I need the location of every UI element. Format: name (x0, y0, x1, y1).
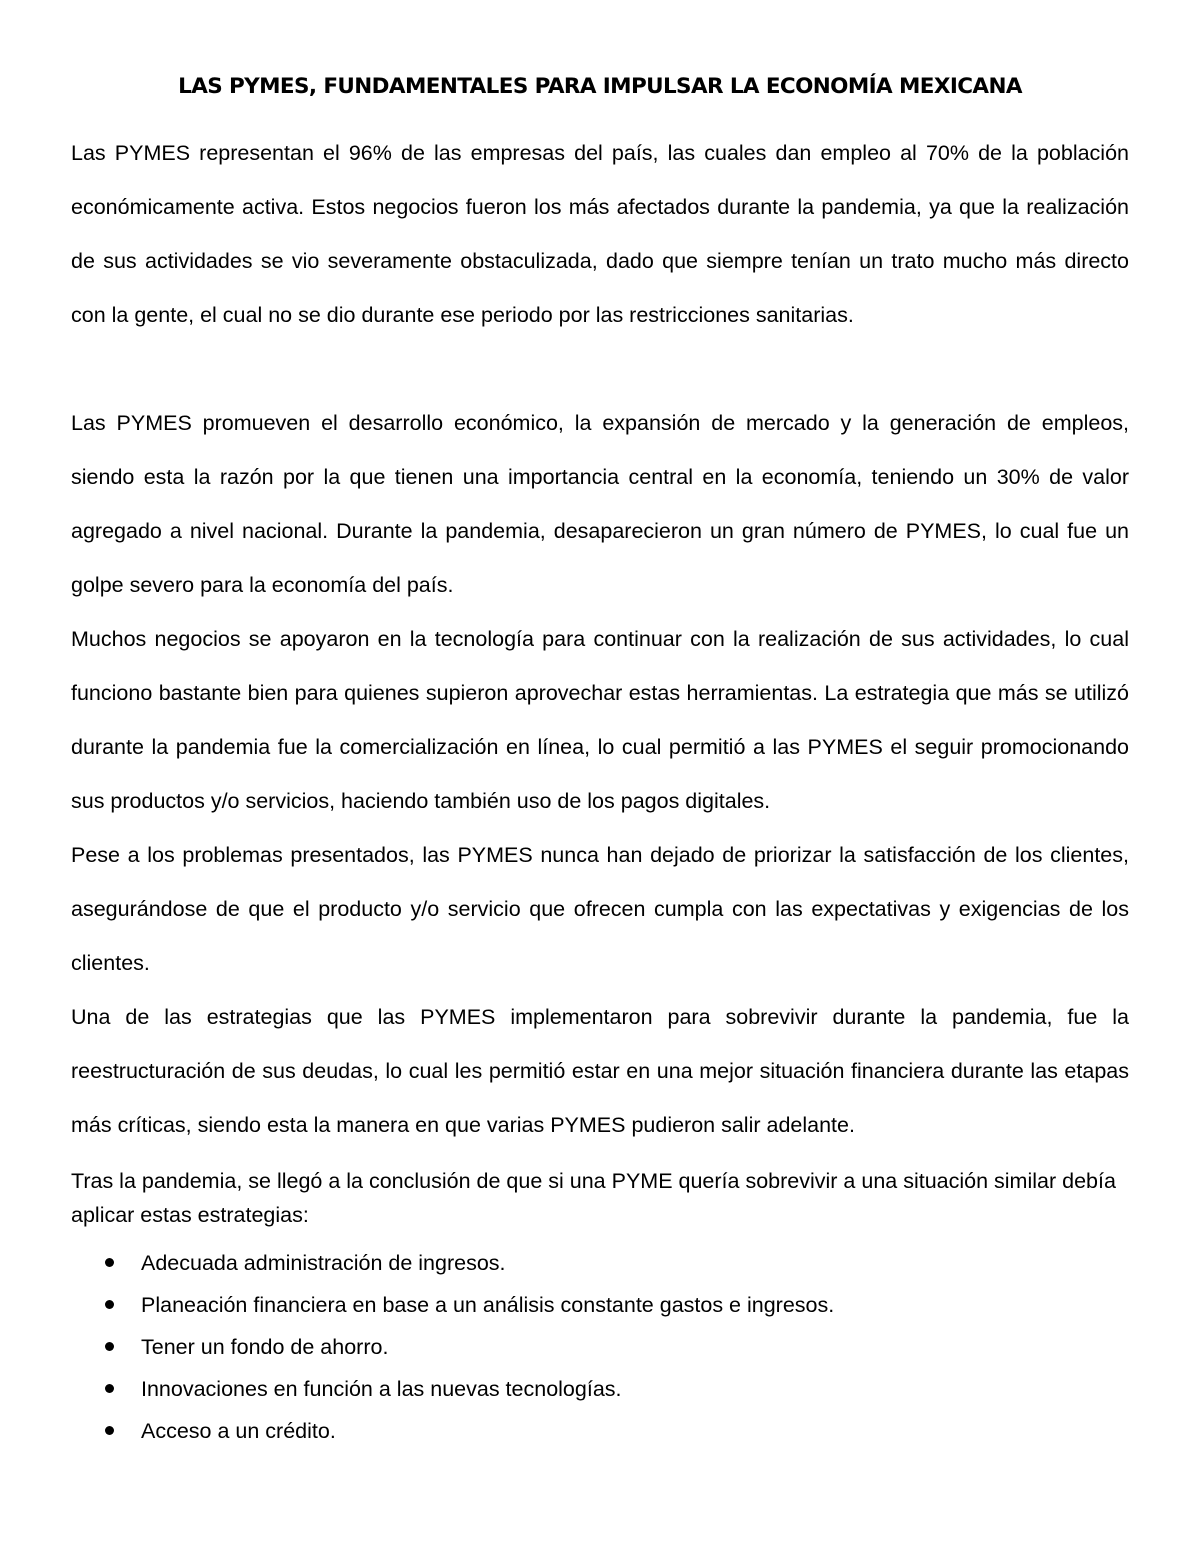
list-item-text: Innovaciones en función a las nuevas tecnologías. (141, 1377, 622, 1401)
list-item (71, 1416, 1129, 1458)
paragraph-intro-list: Tras la pandemia, se llegó a la conclusión de que si una PYME quería sobrevivir a una situación similar debía aplicar estas estrategias: (71, 1169, 1116, 1227)
list-item-text: Tener un fondo de ahorro. (141, 1335, 389, 1359)
bullet-icon (105, 1384, 114, 1393)
list-item-text: Adecuada administración de ingresos. (141, 1251, 506, 1275)
strategies-list (71, 1248, 1129, 1458)
list-item (71, 1248, 1129, 1290)
list-item-text: Acceso a un crédito. (141, 1419, 336, 1443)
paragraph: Muchos negocios se apoyaron en la tecnología para continuar con la realización de sus actividades, lo cual funciono bastante bien para quienes supieron aprovechar estas herramientas. La estrategia que más se utilizó durante la pandemia fue la comercialización en línea, lo cual permitió a las PYMES el seguir promocionando sus productos y/o servicios, haciendo también uso de los pagos digitales. (71, 627, 1129, 813)
bullet-icon (105, 1426, 114, 1435)
list-item (71, 1332, 1129, 1374)
document-title: LAS PYMES, FUNDAMENTALES PARA IMPULSAR LA ECONOMÍA MEXICANA (178, 74, 1022, 99)
bullet-icon (105, 1258, 114, 1267)
bullet-icon (105, 1342, 114, 1351)
paragraph: Las PYMES promueven el desarrollo económico, la expansión de mercado y la generación de empleos, siendo esta la razón por la que tienen una importancia central en la economía, teniendo un 30% de valor agregado a nivel nacional. Durante la pandemia, desaparecieron un gran número de PYMES, lo cual fue un golpe severo para la economía del país. (71, 411, 1129, 597)
list-item (71, 1290, 1129, 1332)
list-item (71, 1374, 1129, 1416)
paragraph: Pese a los problemas presentados, las PYMES nunca han dejado de priorizar la satisfacción de los clientes, asegurándose de que el producto y/o servicio que ofrecen cumpla con las expectativas y exigencias de los clientes. (71, 843, 1129, 975)
paragraph: Las PYMES representan el 96% de las empresas del país, las cuales dan empleo al 70% de la población económicamente activa. Estos negocios fueron los más afectados durante la pandemia, ya que la realización de sus actividades se vio severamente obstaculizada, dado que siempre tenían un trato mucho más directo con la gente, el cual no se dio durante ese periodo por las restricciones sanitarias. (71, 141, 1129, 327)
bullet-icon (105, 1300, 114, 1309)
paragraph: Una de las estrategias que las PYMES implementaron para sobrevivir durante la pandemia, fue la reestructuración de sus deudas, lo cual les permitió estar en una mejor situación financiera durante las etapas más críticas, siendo esta la manera en que varias PYMES pudieron salir adelante. (71, 1005, 1129, 1137)
list-item-text: Planeación financiera en base a un análisis constante gastos e ingresos. (141, 1293, 835, 1317)
